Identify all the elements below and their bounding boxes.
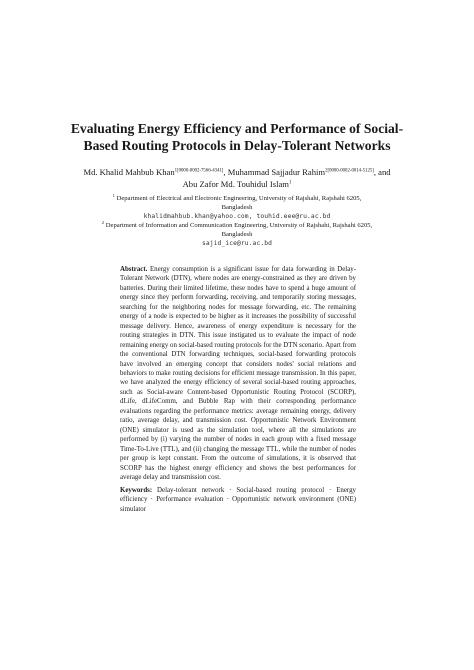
affiliation-2 (100, 221, 374, 249)
affiliation-emails: sajid_ice@ru.ac.bd (201, 240, 273, 248)
affiliation-1 (100, 194, 374, 222)
author-orcid: 1[0000-0002-7566-4341] (174, 168, 224, 174)
abstract-label: Abstract. (120, 266, 148, 273)
author-name: Md. Khalid Mahbub Khan (83, 167, 175, 177)
author-name: Abu Zafor Md. Touhidul Islam (182, 179, 289, 189)
keywords (120, 486, 356, 514)
affiliation-text: $^1$ Department of Electrical and Electronic Engineering, University of Rajshahi, Rajshahi 6205, Bangladesh (112, 193, 362, 212)
affiliation-emails: khalidmahbub.khan@yahoo.com, touhid.eee@ru.ac.bd (143, 213, 331, 221)
affiliation-mark: 1 (112, 193, 115, 199)
author-separator: , and (373, 167, 391, 177)
affiliation-mark: 1 (289, 180, 292, 186)
author-orcid: 2[0000-0002-0014-5125] (325, 168, 374, 174)
keywords-label: Keywords: (120, 487, 153, 494)
author-separator: , (223, 167, 228, 177)
abstract-text: Energy consumption is a significant issue for data forwarding in Delay-Tolerant Network (DTN), where nodes are energy-constrained as they are driven by batteries. During their limited lifetime, these nodes have to spend a huge amount of energy since they perform forwarding, receiving, and temporarily storing messages, searching for the neighboring nodes for message forwarding, etc. The remaining energy of a node is expected to be higher as it increases the possibility of successful message delivery. Hence, awareness of energy expenditure is necessary for the routing strategies in DTN. This issue instigated us to evaluate the impact of node remaining energy on social-based routing protocols for the DTN scenario. Apart from the conventional DTN forwarding techniques, social-based forwarding protocols have involved an emerging concept that considers nodes' social relations and behaviors to make routing decisions for efficient message transmission. In this paper, we have analyzed the energy efficiency of several social-based routing approaches, such as Social-aware Content-based Opportunistic Routing Protocol (SCORP), dLife, dLifeComm, and Bubble Rap with their corresponding performance evaluations regarding the performance metrics: average remaining energy, delivery ratio, average delay, and transmission cost. Opportunistic Network Environment (ONE) simulator is used as the simulation tool, where all the simulations are performed by (i) varying the number of nodes in each group with a fixed message Time-To-Live (TTL), and (ii) changing the message TTL, while the number of nodes per group is kept constant. From the outcome of simulations, it is observed that SCORP has the highest energy efficiency and shows the best performances for average delay and transmission cost. (120, 266, 357, 481)
author-list (82, 166, 392, 190)
keywords-text: Delay-tolerant network · Social-based routing protocol · Energy efficiency · Performance evaluation · Opportunistic network environment (ONE) simulator (120, 487, 356, 513)
affiliation-mark: 2 (101, 220, 105, 226)
paper-title: Evaluating Energy Efficiency and Performance of Social-Based Routing Protocols in Delay-Tolerant Networks (70, 121, 404, 153)
abstract (120, 265, 356, 482)
author-name: Muhammad Sajjadur Rahim (227, 167, 326, 177)
affiliation-text: $^2$ Department of Information and Communication Engineering, University of Rajshahi, Rajshahi 6205, Bangladesh (101, 220, 373, 239)
